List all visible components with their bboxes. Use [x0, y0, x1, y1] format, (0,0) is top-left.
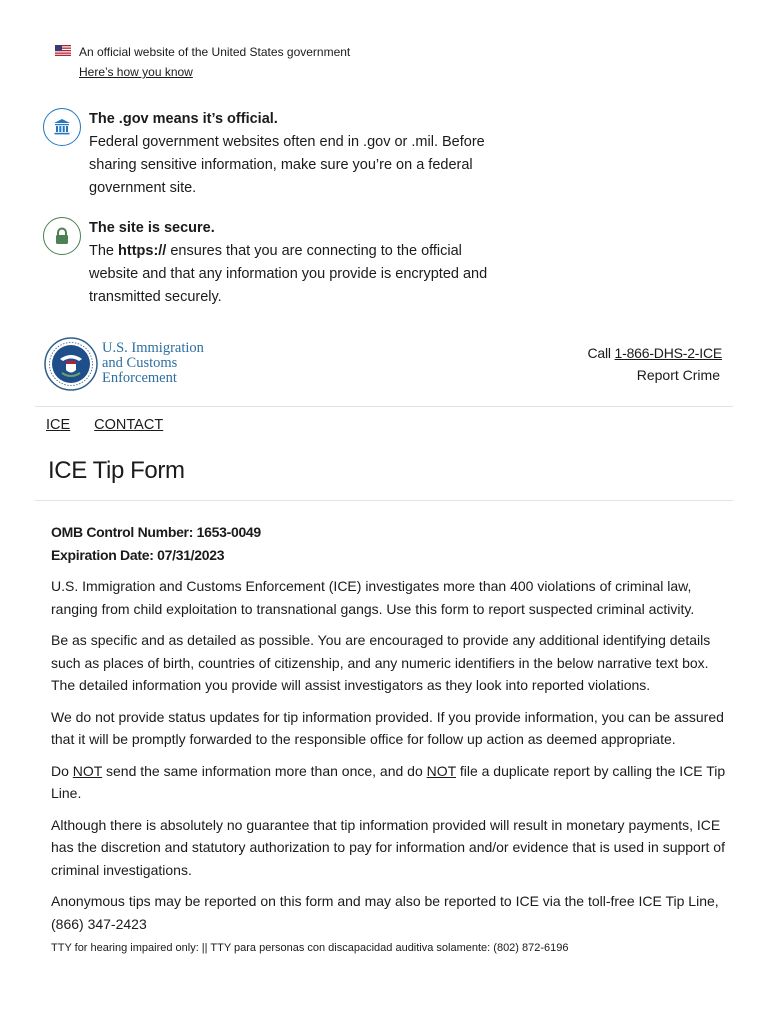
p4-text-c: file a duplicate report by calling the ICE Tip Line. [51, 762, 726, 801]
intro-paragraph-2: Be as specific and as detailed as possible. You are encouraged to provide any additional identifying details such as places of birth, countries of citizenship, and any numeric identifiers in the below narrative text box. The detailed information you provide will assist investigators as they look into reported violations. [51, 632, 711, 693]
page-title: ICE Tip Form [48, 457, 185, 484]
agency-name-line2: and Customs [102, 355, 178, 371]
intro-paragraph-4 [51, 760, 731, 805]
intro-paragraph-6: Anonymous tips may be reported on this form and may also be reported to ICE via the toll-free ICE Tip Line, (866) 347-2423 [51, 893, 719, 932]
https-body-start: The [89, 243, 119, 259]
https-body-end: ensures that you are connecting to the official website and that any information you provide is encrypted and transmitted securely. [89, 243, 488, 305]
dotgov-body: Federal government websites often end in .gov or .mil. Before sharing sensitive information, make sure you’re on a federal government site. [89, 134, 485, 196]
tty-line: TTY for hearing impaired only: || TTY para personas con discapacidad auditiva solamente: (802) 872-6196 [51, 942, 569, 954]
breadcrumb-ice[interactable]: ICE [46, 417, 71, 433]
breadcrumb [46, 416, 187, 434]
government-building-icon [43, 108, 81, 146]
agency-name-line3: Enforcement [102, 370, 177, 386]
how-you-know-link[interactable]: Here’s how you know [79, 65, 193, 79]
tip-form-intro [51, 521, 731, 955]
call-line [588, 342, 723, 364]
omb-control-number: OMB Control Number: 1653-0049 [51, 524, 261, 540]
hotline-phone-link[interactable]: 1-866-DHS-2-ICE [614, 345, 722, 361]
p4-text-b: send the same information more than once, and do [102, 762, 427, 779]
p4-not-emphasis-2: NOT [426, 762, 456, 779]
https-protocol: https:// [118, 243, 167, 259]
us-flag-icon [55, 45, 71, 56]
call-prefix: Call [587, 345, 615, 361]
p4-not-emphasis-1: NOT [72, 762, 103, 779]
intro-paragraph-3: We do not provide status updates for tip information provided. If you provide information, you can be assured that it will be promptly forwarded to the responsible office for follow up action as deemed appropriate. [51, 708, 724, 747]
ice-logo[interactable] [44, 337, 219, 393]
contact-box [588, 342, 723, 386]
lock-icon [43, 217, 81, 255]
breadcrumb-contact[interactable]: CONTACT [94, 417, 164, 433]
intro-paragraph-1: U.S. Immigration and Customs Enforcement (ICE) investigates more than 400 violations of criminal law, ranging from child exploitation to transnational gangs. Use this form to report suspected criminal activity. [51, 578, 695, 617]
https-guidance-text [89, 217, 499, 309]
p4-text-a: Do [51, 762, 73, 779]
agency-name [102, 341, 204, 386]
dotgov-guidance-text [89, 108, 499, 200]
expiration-date: Expiration Date: 07/31/2023 [51, 546, 225, 563]
agency-name-line1: U.S. Immigration [102, 340, 204, 356]
intro-paragraph-5: Although there is absolutely no guarantee that tip information provided will result in monetary payments, ICE has the discretion and statutory authorization to pay for information and/or evidence that is used in support of criminal investigations. [51, 816, 725, 878]
header-divider [35, 406, 733, 407]
title-divider [35, 500, 733, 501]
dotgov-title: The .gov means it’s official. [89, 111, 278, 127]
https-title: The site is secure. [89, 220, 215, 236]
official-website-text: An official website of the United States government [79, 45, 351, 59]
report-crime-link[interactable]: Report Crime [636, 367, 720, 383]
dhs-seal-icon [44, 337, 98, 391]
